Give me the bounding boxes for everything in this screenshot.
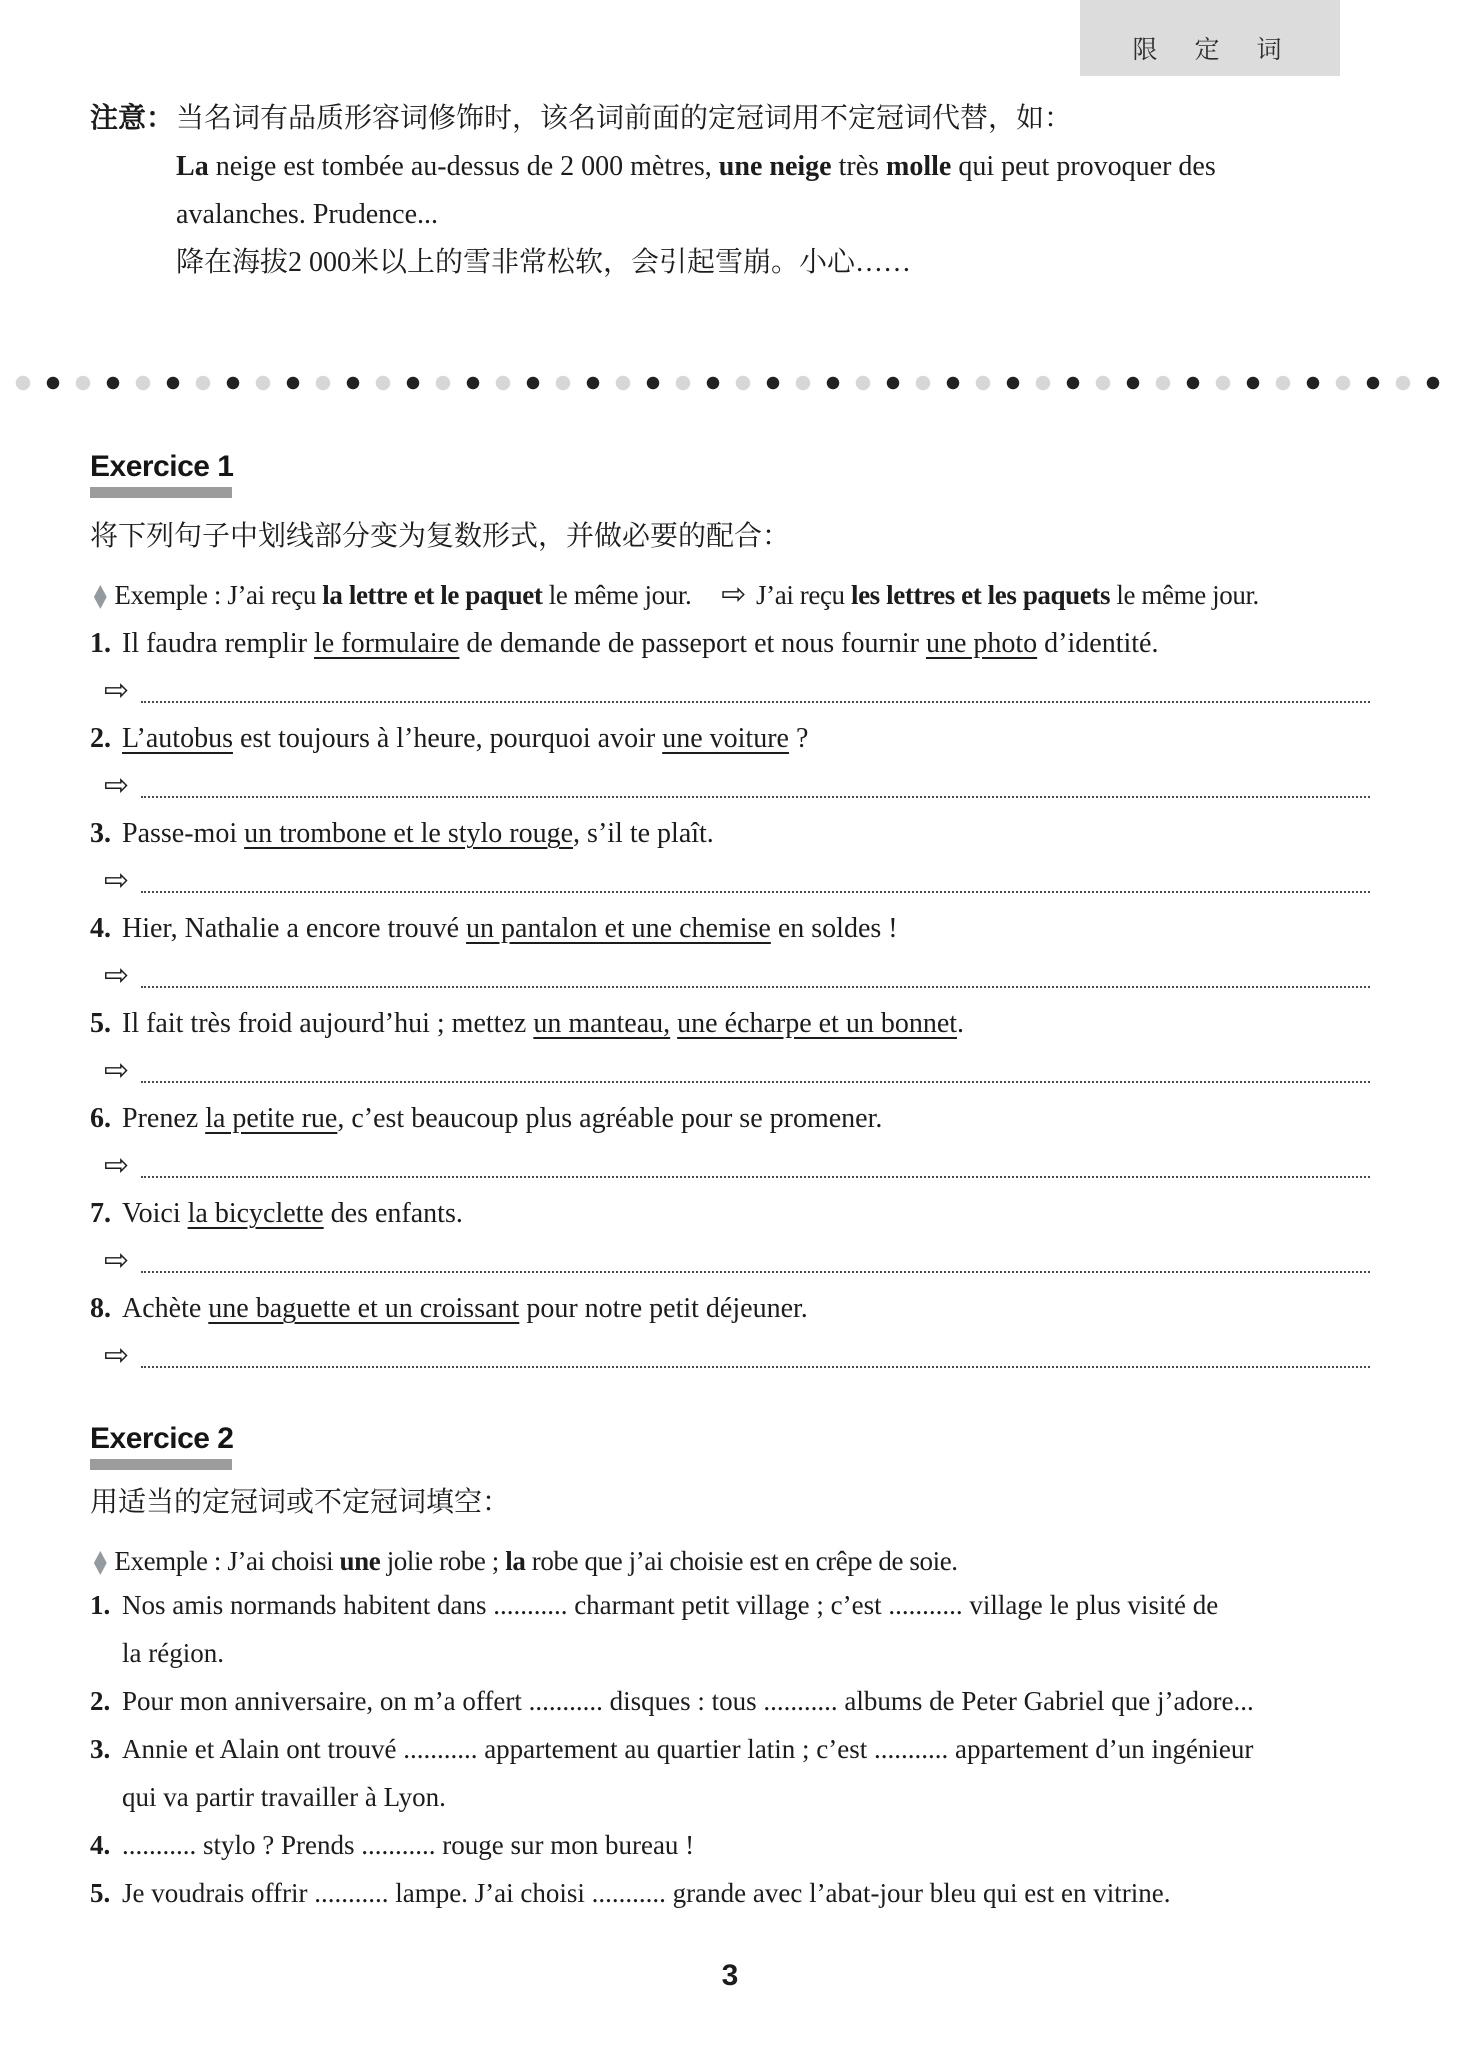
note-french-example: La neige est tombée au-dessus de 2 000 mètres, une neige très molle qui peut provoquer des avalanches. Prudence...: [176, 151, 1216, 230]
item-text: ........... stylo ? Prends ........... rouge sur mon bureau !: [122, 1830, 695, 1860]
item-text: Nos amis normands habitent dans ........... charmant petit village ; c’est ........... village le plus visité de la région.: [122, 1590, 1219, 1668]
item-text: Annie et Alain ont trouvé ........... appartement au quartier latin ; c’est ........... appartement d’un ingénieur qui va partir travailler à Lyon.: [122, 1734, 1254, 1812]
answer-line: [90, 957, 1370, 995]
dotted-answer-blank: [141, 964, 1370, 988]
exercise-1-example: [90, 576, 1370, 615]
double-arrow-icon: ⇨: [104, 768, 130, 803]
double-arrow-icon: ⇨: [721, 577, 747, 612]
dotted-answer-blank: [141, 1249, 1370, 1273]
chapter-title: 限 定 词: [1132, 37, 1288, 64]
exercise-2-item: [90, 1821, 1370, 1869]
page-content: [0, 95, 1457, 1993]
item-text: Pour mon anniversaire, on m’a offert ........... disques : tous ........... albums de Peter Gabriel que j’adore...: [122, 1686, 1254, 1716]
answer-line: [90, 767, 1370, 805]
exercise-2-example: [90, 1542, 1370, 1581]
answer-line: [90, 1337, 1370, 1375]
item-number: 6.: [90, 1103, 111, 1134]
answer-line: [90, 1242, 1370, 1280]
exercise-2-heading: [90, 1421, 1370, 1470]
item-number: 5.: [90, 1008, 111, 1039]
item-number: 8.: [90, 1293, 111, 1324]
exercise-2-item: [90, 1677, 1370, 1725]
exercise-1-instruction: 将下列句子中划线部分变为复数形式，并做必要的配合：: [90, 521, 791, 552]
item-text: Voici la bicyclette des enfants.: [122, 1198, 463, 1229]
exercise-2-item: [90, 1869, 1370, 1917]
item-number: 3.: [90, 818, 111, 849]
item-text: Je voudrais offrir ........... lampe. J’ai choisi ........... grande avec l’abat-jour bleu qui est en vitrine.: [122, 1878, 1171, 1908]
note-chinese-translation: 降在海拔2 000米以上的雪非常松软，会引起雪崩。小心……: [176, 247, 912, 278]
exercise-1-section: [90, 449, 1370, 1375]
exercise-1-heading: [90, 449, 1370, 498]
note-intro: 当名词有品质形容词修饰时，该名词前面的定冠词用不定冠词代替，如：: [176, 103, 1073, 134]
heading-underline-bar: [90, 487, 232, 498]
dotted-answer-blank: [141, 1344, 1370, 1368]
example-source: Exemple : J’ai reçu la lettre et le paquet le même jour.: [114, 580, 692, 610]
exercise-1-item: [90, 1100, 1370, 1185]
exercise-2-item: [90, 1725, 1370, 1821]
double-arrow-icon: ⇨: [104, 863, 130, 898]
exercise-1-item: [90, 720, 1370, 805]
item-text: Hier, Nathalie a encore trouvé un pantalon et une chemise en soldes !: [122, 913, 898, 944]
answer-line: [90, 1052, 1370, 1090]
exercise-1-item: [90, 1195, 1370, 1280]
exercise-1-item: [90, 815, 1370, 900]
diamond-bullet-icon: ◆: [93, 1543, 107, 1580]
exercise-1-title: Exercice 1: [90, 450, 234, 483]
dotted-answer-blank: [141, 1059, 1370, 1083]
double-arrow-icon: ⇨: [104, 1053, 130, 1088]
double-arrow-icon: ⇨: [104, 673, 130, 708]
dotted-divider: [15, 375, 1442, 391]
note-body: [176, 95, 1370, 287]
item-number: 5.: [90, 1878, 111, 1908]
answer-line: [90, 862, 1370, 900]
exercise-1-item: [90, 1290, 1370, 1375]
heading-underline-bar: [90, 1459, 232, 1470]
item-text: Passe-moi un trombone et le stylo rouge, s’il te plaît.: [122, 818, 714, 849]
answer-line: [90, 672, 1370, 710]
double-arrow-icon: ⇨: [104, 1243, 130, 1278]
exercise-2-instruction: 用适当的定冠词或不定冠词填空：: [90, 1487, 511, 1518]
exercise-2-item: [90, 1581, 1370, 1677]
answer-line: [90, 1147, 1370, 1185]
exercise-2-title: Exercice 2: [90, 1422, 234, 1455]
dotted-answer-blank: [141, 679, 1370, 703]
item-number: 3.: [90, 1734, 111, 1764]
item-text: Il faudra remplir le formulaire de demande de passeport et nous fournir une photo d’identité.: [122, 628, 1159, 659]
dotted-answer-blank: [141, 869, 1370, 893]
item-number: 2.: [90, 723, 111, 754]
exercise-2-section: [90, 1421, 1370, 1917]
item-text: Achète une baguette et un croissant pour notre petit déjeuner.: [122, 1293, 808, 1324]
dotted-answer-blank: [141, 1154, 1370, 1178]
item-text: Prenez la petite rue, c’est beaucoup plus agréable pour se promener.: [122, 1103, 883, 1134]
double-arrow-icon: ⇨: [104, 958, 130, 993]
diamond-bullet-icon: ◆: [93, 577, 107, 614]
item-text: Il fait très froid aujourd’hui ; mettez un manteau, une écharpe et un bonnet.: [122, 1008, 965, 1039]
item-number: 1.: [90, 628, 111, 659]
chapter-header-tab: [1080, 0, 1340, 76]
double-arrow-icon: ⇨: [104, 1148, 130, 1183]
exercise-1-item: [90, 910, 1370, 995]
item-number: 4.: [90, 913, 111, 944]
example-text: Exemple : J’ai choisi une jolie robe ; la robe que j’ai choisie est en crêpe de soie.: [114, 1546, 958, 1576]
exercise-1-item: [90, 1005, 1370, 1090]
note-block: [90, 95, 1370, 287]
page-number: 3: [721, 1959, 739, 1992]
exercise-1-item: [90, 625, 1370, 710]
item-number: 2.: [90, 1686, 111, 1716]
note-label: 注意：: [90, 103, 175, 134]
double-arrow-icon: ⇨: [104, 1338, 130, 1373]
example-answer: J’ai reçu les lettres et les paquets le même jour.: [756, 580, 1259, 610]
item-text: L’autobus est toujours à l’heure, pourquoi avoir une voiture ?: [122, 723, 809, 754]
item-number: 4.: [90, 1830, 111, 1860]
dotted-answer-blank: [141, 774, 1370, 798]
item-number: 1.: [90, 1590, 111, 1620]
item-number: 7.: [90, 1198, 111, 1229]
